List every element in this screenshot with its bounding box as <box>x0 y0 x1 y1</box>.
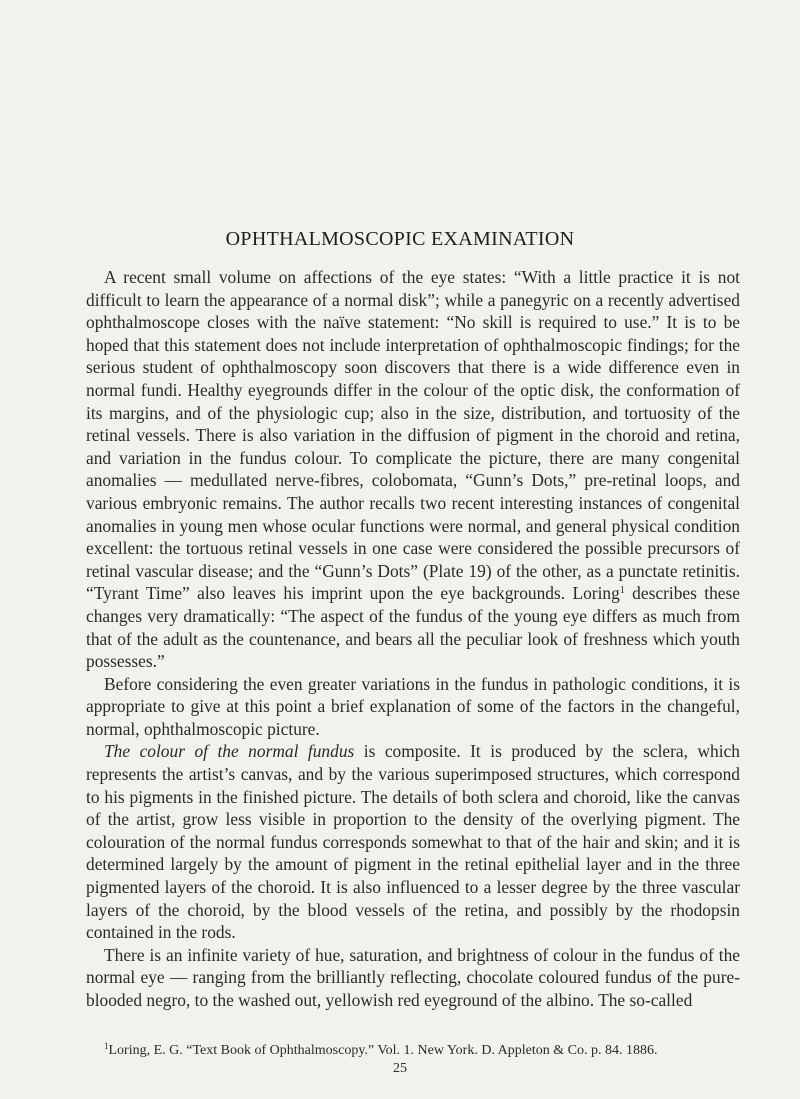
paragraph-4: There is an infinite variety of hue, saturation, and brightness of colour in the fundus of the normal eye — ranging from the brilliantly reflecting, chocolate coloured fundus of the pure-blooded negro, to the washed out, yellowish red eyeground of the albino. The so-called <box>86 944 740 1010</box>
footnote <box>86 1042 740 1060</box>
footnote-reference: 1 <box>619 585 625 597</box>
paragraph-3-lead: The colour of the normal fundus <box>104 741 355 762</box>
footnote-text: Loring, E. G. “Text Book of Ophthalmoscopy.” Vol. 1. New York. D. Appleton & Co. p. 84. 1886. <box>108 1043 658 1058</box>
paragraph-1-text-cont: describes these changes very dramatically: “The aspect of the fundus of the young eye differs as much from that of the adult as the countenance, and bears all the peculiar look of freshness which youth possesses.” <box>86 583 740 672</box>
paragraph-2: Before considering the even greater variations in the fundus in pathologic conditions, it is appropriate to give at this point a brief explanation of some of the factors in the changeful, normal, ophthalmoscopic picture. <box>86 673 740 739</box>
paragraph-1-text: A recent small volume on affections of the eye states: “With a little practice it is not difficult to learn the appearance of a normal disk”; while a panegyric on a recently advertised ophthalmoscope closes with the naïve statement: “No skill is required to use.” It is to be hoped that this statement does not include interpretation of ophthalmoscopic findings; for the serious student of ophthalmoscopy soon discovers that there is a wide difference even in normal fundi. Healthy eyegrounds differ in the colour of the optic disk, the conformation of its margins, and of the physiologic cup; also in the size, distribution, and tortuosity of the retinal vessels. There is also variation in the diffusion of pigment in the choroid and retina, and variation in the fundus colour. To complicate the picture, there are many congenital anomalies — medullated nerve-fibres, colobomata, “Gunn’s Dots,” pre-retinal loops, and various embryonic remains. The author recalls two recent interesting instances of congenital anomalies in young men whose ocular functions were normal, and general physical condition excellent: the tortuous retinal vessels in one case were considered the possible precursors of retinal vascular disease; and the “Gunn’s Dots” (Plate 19) of the other, as a punctate retinitis. “Tyrant Time” also leaves his imprint upon the eye backgrounds. Loring <box>86 267 740 604</box>
paragraph-3 <box>86 740 740 943</box>
paragraph-3-text: is composite. It is produced by the sclera, which represents the artist’s canvas, and by the various superimposed structures, which correspond to his pigments in the finished picture. The details of both sclera and choroid, like the canvas of the artist, grow less visible in proportion to the density of the overlying pigment. The colouration of the normal fundus corresponds somewhat to that of the hair and skin; and it is determined largely by the amount of pigment in the retinal epithelial layer and in the three pigmented layers of the choroid. It is also influenced to a lesser degree by the three vascular layers of the choroid, by the blood vessels of the retina, and possibly by the rhodopsin contained in the rods. <box>86 741 740 943</box>
page-title: OPHTHALMOSCOPIC EXAMINATION <box>225 228 575 250</box>
paragraph-1 <box>86 266 740 673</box>
page-number: 25 <box>393 1061 407 1076</box>
footnote-mark: 1 <box>104 1041 109 1051</box>
body-text <box>86 266 740 1012</box>
